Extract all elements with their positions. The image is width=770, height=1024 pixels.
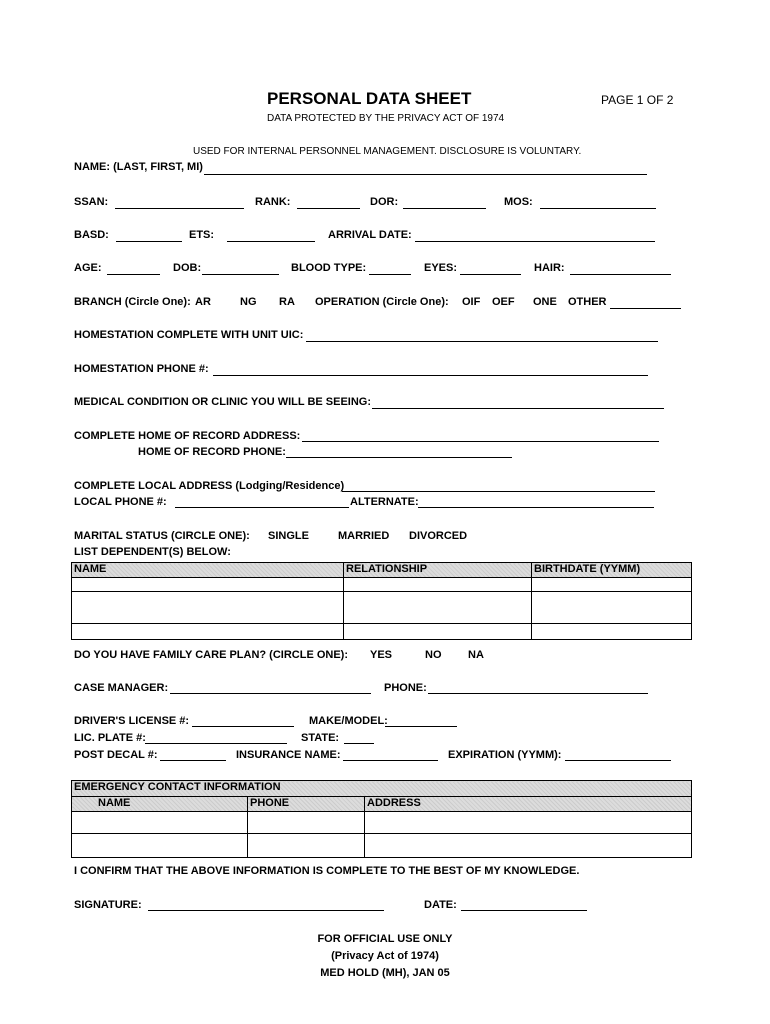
blood-type-field[interactable] (369, 274, 411, 275)
local-address-label: COMPLETE LOCAL ADDRESS (Lodging/Residence) (74, 480, 345, 492)
operation-label: OPERATION (Circle One): (315, 296, 449, 308)
eyes-label: EYES: (424, 262, 458, 274)
dependents-header-name: NAME (72, 563, 344, 578)
table-row[interactable] (72, 624, 692, 640)
family-care-option-no[interactable]: NO (425, 649, 442, 661)
ets-field[interactable] (227, 241, 315, 242)
table-row[interactable] (72, 812, 692, 834)
age-field[interactable] (107, 274, 160, 275)
local-phone-field[interactable] (175, 507, 349, 508)
mos-field[interactable] (540, 208, 656, 209)
marital-option-divorced[interactable]: DIVORCED (409, 530, 468, 542)
branch-option-ar[interactable]: AR (195, 296, 211, 308)
family-care-option-yes[interactable]: YES (370, 649, 393, 661)
name-field[interactable] (204, 174, 647, 175)
homestation-uic-field[interactable] (306, 341, 658, 342)
dependents-header-birthdate: BIRTHDATE (YYMM) (532, 563, 692, 578)
mos-label: MOS: (504, 196, 533, 208)
official-use-label: FOR OFFICIAL USE ONLY (317, 933, 453, 945)
home-address-field[interactable] (302, 441, 659, 442)
make-model-field[interactable] (385, 726, 457, 727)
operation-option-oef[interactable]: OEF (492, 296, 515, 308)
name-label: NAME: (LAST, FIRST, MI) (74, 161, 203, 173)
operation-other-field[interactable] (610, 308, 681, 309)
emergency-contact-table (71, 780, 692, 858)
date-label: DATE: (424, 899, 457, 911)
operation-option-other[interactable]: OTHER (568, 296, 607, 308)
branch-option-ra[interactable]: RA (279, 296, 295, 308)
page-number: PAGE 1 OF 2 (601, 93, 674, 107)
drivers-license-field[interactable] (192, 726, 294, 727)
local-address-field[interactable] (342, 491, 655, 492)
privacy-act-label: (Privacy Act of 1974) (331, 950, 439, 962)
homestation-phone-field[interactable] (213, 375, 648, 376)
case-manager-phone-label: PHONE: (384, 682, 427, 694)
basd-label: BASD: (74, 229, 109, 241)
disclosure-notice: USED FOR INTERNAL PERSONNEL MANAGEMENT. DISCLOSURE IS VOLUNTARY. (193, 146, 582, 157)
ets-label: ETS: (189, 229, 215, 241)
page-title: PERSONAL DATA SHEET (267, 89, 472, 108)
eyes-field[interactable] (460, 274, 521, 275)
family-care-option-na[interactable]: NA (468, 649, 484, 661)
medical-label: MEDICAL CONDITION OR CLINIC YOU WILL BE SEEING: (74, 396, 372, 408)
signature-label: SIGNATURE: (74, 899, 142, 911)
branch-option-ng[interactable]: NG (240, 296, 257, 308)
marital-status-label: MARITAL STATUS (CIRCLE ONE): (74, 530, 250, 542)
date-field[interactable] (461, 910, 587, 911)
post-decal-label: POST DECAL #: (74, 749, 158, 761)
dob-label: DOB: (173, 262, 202, 274)
medical-field[interactable] (372, 408, 664, 409)
case-manager-label: CASE MANAGER: (74, 682, 169, 694)
dob-field[interactable] (202, 274, 279, 275)
rank-field[interactable] (297, 208, 360, 209)
alternate-field[interactable] (418, 507, 654, 508)
dor-label: DOR: (370, 196, 399, 208)
confirmation-statement: I CONFIRM THAT THE ABOVE INFORMATION IS COMPLETE TO THE BEST OF MY KNOWLEDGE. (74, 865, 580, 877)
ssan-field[interactable] (115, 208, 244, 209)
expiration-label: EXPIRATION (YYMM): (448, 749, 562, 761)
alternate-label: ALTERNATE: (350, 496, 419, 508)
table-row[interactable] (72, 578, 692, 592)
case-manager-phone-field[interactable] (428, 693, 648, 694)
privacy-notice: DATA PROTECTED BY THE PRIVACY ACT OF 1974 (267, 113, 505, 124)
operation-option-one[interactable]: ONE (533, 296, 557, 308)
ssan-label: SSAN: (74, 196, 109, 208)
expiration-field[interactable] (565, 760, 671, 761)
arrival-date-label: ARRIVAL DATE: (328, 229, 412, 241)
emergency-header-phone: PHONE (248, 797, 365, 812)
home-phone-field[interactable] (286, 457, 512, 458)
form-version-label: MED HOLD (MH), JAN 05 (320, 967, 450, 979)
lic-plate-field[interactable] (145, 743, 287, 744)
dor-field[interactable] (403, 208, 486, 209)
homestation-phone-label: HOMESTATION PHONE #: (74, 363, 209, 375)
arrival-date-field[interactable] (415, 241, 655, 242)
age-label: AGE: (74, 262, 102, 274)
insurance-name-label: INSURANCE NAME: (236, 749, 341, 761)
dependents-table (71, 562, 692, 640)
signature-field[interactable] (148, 910, 384, 911)
insurance-name-field[interactable] (343, 760, 438, 761)
branch-label: BRANCH (Circle One): (74, 296, 191, 308)
table-row[interactable] (72, 834, 692, 858)
marital-option-single[interactable]: SINGLE (268, 530, 309, 542)
home-address-label: COMPLETE HOME OF RECORD ADDRESS: (74, 430, 301, 442)
state-label: STATE: (301, 732, 340, 744)
marital-option-married[interactable]: MARRIED (338, 530, 390, 542)
blood-type-label: BLOOD TYPE: (291, 262, 367, 274)
hair-field[interactable] (570, 274, 671, 275)
homestation-uic-label: HOMESTATION COMPLETE WITH UNIT UIC: (74, 329, 304, 341)
rank-label: RANK: (255, 196, 291, 208)
emergency-header-address: ADDRESS (365, 797, 692, 812)
emergency-header-name: NAME (72, 797, 248, 812)
family-care-label: DO YOU HAVE FAMILY CARE PLAN? (CIRCLE ONE): (74, 649, 349, 661)
case-manager-field[interactable] (170, 693, 371, 694)
emergency-contact-title: EMERGENCY CONTACT INFORMATION (72, 781, 692, 797)
state-field[interactable] (344, 743, 374, 744)
home-phone-label: HOME OF RECORD PHONE: (138, 446, 286, 458)
table-row[interactable] (72, 592, 692, 624)
basd-field[interactable] (116, 241, 182, 242)
hair-label: HAIR: (534, 262, 565, 274)
dependents-label: LIST DEPENDENT(S) BELOW: (74, 546, 231, 558)
lic-plate-label: LIC. PLATE #: (74, 732, 146, 744)
drivers-license-label: DRIVER'S LICENSE #: (74, 715, 190, 727)
operation-option-oif[interactable]: OIF (462, 296, 481, 308)
dependents-header-relationship: RELATIONSHIP (344, 563, 532, 578)
make-model-label: MAKE/MODEL: (309, 715, 388, 727)
local-phone-label: LOCAL PHONE #: (74, 496, 167, 508)
post-decal-field[interactable] (160, 760, 226, 761)
